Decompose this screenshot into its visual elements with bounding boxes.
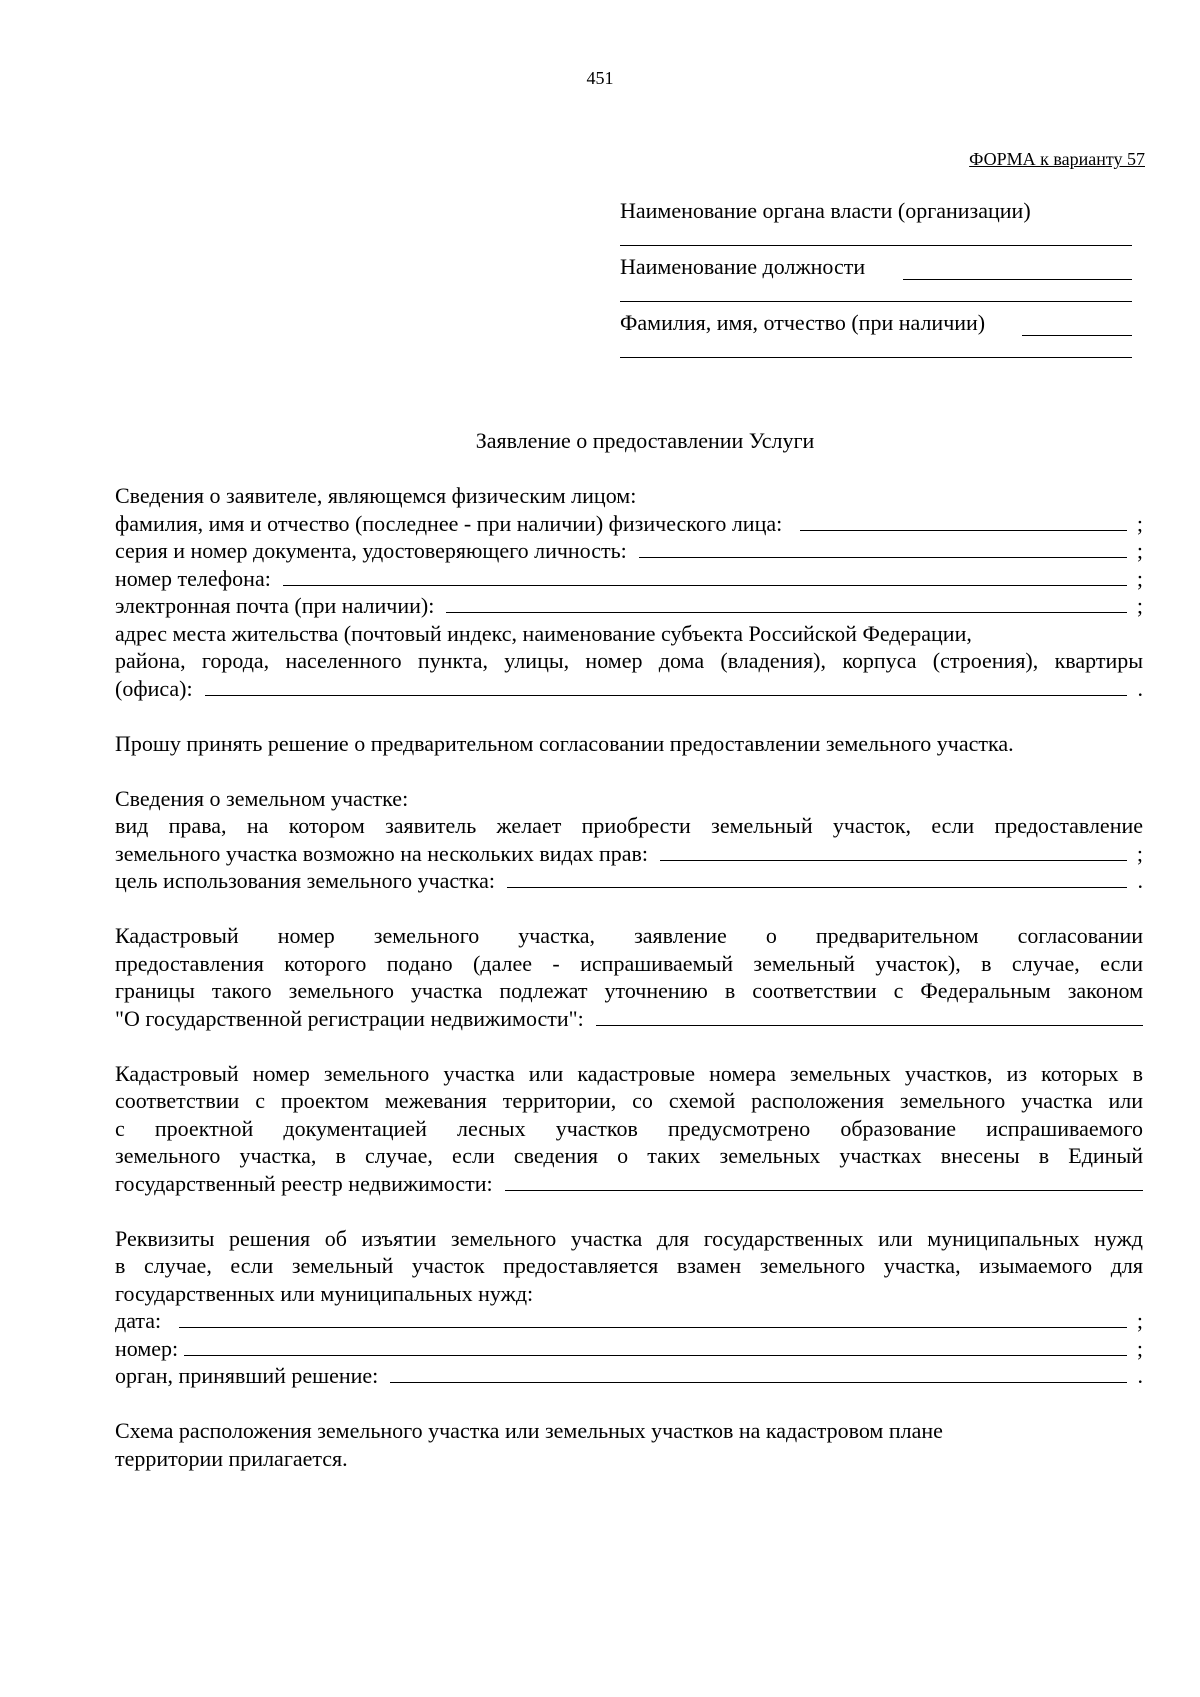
semicolon: ;	[1136, 593, 1143, 618]
addressee-block	[620, 198, 1132, 366]
seizure-line3: государственных или муниципальных нужд:	[115, 1280, 534, 1306]
cadastral1-row	[115, 1005, 1143, 1033]
semicolon: ;	[1136, 538, 1143, 563]
seizure-authority-row	[115, 1362, 1143, 1390]
plot-right-type-line1: вид права, на котором заявитель желает приобрести земельный участок, если предоставление	[115, 813, 1143, 838]
addressee-org-field[interactable]	[620, 245, 1132, 246]
semicolon: ;	[1136, 1335, 1143, 1361]
period: .	[1137, 868, 1143, 893]
semicolon: ;	[1136, 840, 1143, 866]
applicant-fio-row	[115, 510, 1143, 538]
applicant-address-row	[115, 675, 1143, 703]
seizure-number-row	[115, 1335, 1143, 1363]
cadastral1-line2: предоставления которого подано (далее - испрашиваемый земельный участок), в случае, если	[115, 950, 1143, 976]
applicant-email-row	[115, 592, 1143, 620]
addressee-position-field[interactable]	[903, 279, 1132, 280]
seizure-line2: в случае, если земельный участок предоставляется взамен земельного участка, изымаемого для	[115, 1253, 1143, 1278]
scheme-line1: Схема расположения земельного участка или земельных участков на кадастровом плане	[115, 1418, 943, 1443]
addressee-name-label: Фамилия, имя, отчество (при наличии)	[620, 310, 986, 335]
addressee-position	[620, 254, 1132, 310]
applicant-doc-label: серия и номер документа, удостоверяющего личность:	[115, 538, 627, 563]
applicant-address-line2: района, города, населенного пункта, улицы, номер дома (владения), корпуса (строения), квартиры	[115, 648, 1143, 673]
plot-purpose-row	[115, 867, 1143, 895]
seizure-line1: Реквизиты решения об изъятии земельного участка для государственных или муниципальных нужд	[115, 1225, 1143, 1251]
applicant-address-line1: адрес места жительства (почтовый индекс, наименование субъекта Российской Федерации,	[115, 620, 972, 646]
document-title: Заявление о предоставлении Услуги	[475, 428, 815, 453]
plot-right-type-row	[115, 840, 1143, 868]
page-number: 451	[586, 68, 614, 88]
applicant-email-field[interactable]	[446, 592, 1127, 613]
applicant-phone-field[interactable]	[283, 565, 1127, 586]
addressee-name-field[interactable]	[1022, 335, 1132, 336]
addressee-org-label: Наименование органа власти (организации)	[620, 198, 1031, 223]
cadastral2-line1: Кадастровый номер земельного участка или кадастровые номера земельных участков, из которых в	[115, 1060, 1143, 1086]
seizure-date-row	[115, 1307, 1143, 1335]
applicant-address-label: (офиса):	[115, 675, 193, 701]
cadastral2-line2: соответствии с проектом межевания территории, со схемой расположения земельного участка или	[115, 1088, 1143, 1113]
applicant-doc-row	[115, 537, 1143, 565]
cadastral2-label: государственный реестр недвижимости:	[115, 1170, 493, 1196]
applicant-fio-label: фамилия, имя и отчество (последнее - при наличии) физического лица:	[115, 510, 783, 536]
addressee-name	[620, 310, 1132, 366]
cadastral2-line3: с проектной документацией лесных участков предусмотрено образование испрашиваемого	[115, 1115, 1143, 1141]
form-reference: ФОРМА к варианту 57	[969, 149, 1145, 169]
seizure-date-label: дата:	[115, 1308, 162, 1333]
addressee-position-field-line2[interactable]	[620, 301, 1132, 302]
seizure-number-label: номер:	[115, 1335, 179, 1361]
semicolon: ;	[1136, 1308, 1143, 1333]
cadastral2-line4: земельного участка, в случае, если сведения о таких земельных участках внесены в Единый	[115, 1143, 1143, 1168]
cadastral1-label: "О государственной регистрации недвижимости":	[115, 1005, 584, 1031]
applicant-heading: Сведения о заявителе, являющемся физическим лицом:	[115, 483, 637, 508]
cadastral1-line3: границы такого земельного участка подлежат уточнению в соответствии с Федеральным законом	[115, 978, 1143, 1003]
plot-right-type-label: земельного участка возможно на нескольких видах прав:	[115, 840, 648, 866]
plot-purpose-field[interactable]	[507, 867, 1127, 888]
document-body	[115, 482, 1143, 1472]
plot-right-type-field[interactable]	[660, 840, 1127, 861]
scheme-line2: территории прилагается.	[115, 1445, 348, 1471]
cadastral1-line1: Кадастровый номер земельного участка, заявление о предварительном согласовании	[115, 923, 1143, 948]
applicant-phone-row	[115, 565, 1143, 593]
period: .	[1137, 1363, 1143, 1388]
semicolon: ;	[1136, 565, 1143, 591]
seizure-authority-label: орган, принявший решение:	[115, 1363, 379, 1388]
addressee-name-field-line2[interactable]	[620, 357, 1132, 358]
period: .	[1137, 675, 1143, 701]
seizure-authority-field[interactable]	[390, 1362, 1127, 1383]
plot-purpose-label: цель использования земельного участка:	[115, 868, 496, 893]
semicolon: ;	[1136, 510, 1143, 536]
applicant-email-label: электронная почта (при наличии):	[115, 593, 435, 618]
addressee-position-label: Наименование должности	[620, 254, 866, 279]
addressee-org	[620, 198, 1132, 254]
applicant-address-field[interactable]	[205, 675, 1127, 696]
applicant-phone-label: номер телефона:	[115, 565, 271, 591]
cadastral2-row	[115, 1170, 1143, 1198]
applicant-doc-field[interactable]	[639, 537, 1127, 558]
plot-heading: Сведения о земельном участке:	[115, 785, 409, 811]
cadastral2-field[interactable]	[505, 1170, 1143, 1191]
seizure-number-field[interactable]	[184, 1335, 1127, 1356]
applicant-fio-field[interactable]	[800, 510, 1127, 531]
seizure-date-field[interactable]	[179, 1307, 1127, 1328]
request-text: Прошу принять решение о предварительном согласовании предоставлении земельного участка.	[115, 730, 1014, 756]
cadastral1-field[interactable]	[596, 1005, 1143, 1026]
